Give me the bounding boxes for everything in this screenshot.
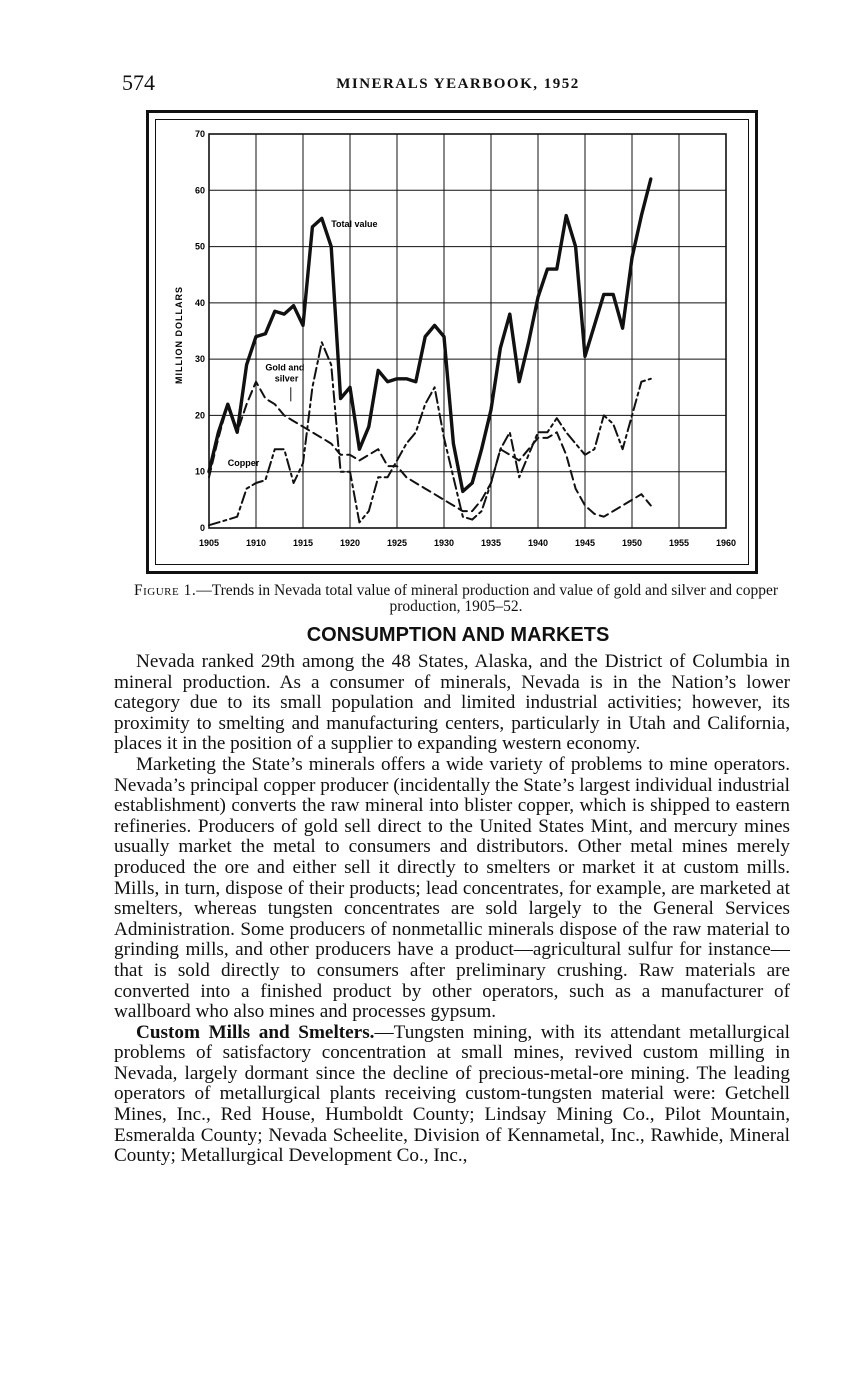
page-number: 574 bbox=[122, 70, 155, 95]
series-annotation: Total value bbox=[331, 218, 378, 229]
paragraph-2: Marketing the State’s minerals offers a wide variety of problems to mine operators. Nevada’s principal copper producer (incidentally the State’s largest individual industrial establishment) converts the raw mineral into blister copper, which is shipped to eastern refineries. Producers of gold sell direct to the United States Mint, and mercury mines usually market the metal to consumers and distributors. Other metal mines merely produced the ore and either sell it directly to smelters or market it at custom mills. Mills, in turn, dispose of their products; lead concentrates, for example, are marketed at smelters, whereas tungsten concentrates are sold largely to the General Services Administration. Some producers of nonmetallic minerals dispose of the raw material to grinding mills, and other producers have a product—agricultural sulfur for instance—that is sold directly to consumers after preliminary crushing. Raw materials are converted into a finished product by other operators, such as a manufacturer of wallboard who also mines and processes gypsum. bbox=[114, 753, 790, 1023]
x-tick-label: 1920 bbox=[339, 538, 361, 548]
y-tick-label: 20 bbox=[194, 410, 205, 421]
tick-layer bbox=[195, 129, 736, 548]
y-axis-label: MILLION DOLLARS bbox=[174, 286, 184, 384]
x-tick-label: 1950 bbox=[621, 538, 643, 548]
figure-frame bbox=[146, 110, 758, 574]
figure-caption bbox=[118, 583, 794, 615]
y-tick-label: 60 bbox=[194, 185, 205, 196]
y-tick-label: 30 bbox=[194, 354, 205, 365]
figure-caption-text: —Trends in Nevada total value of mineral production and value of gold and silver and copper production, 1905–52. bbox=[196, 582, 779, 615]
x-tick-label: 1955 bbox=[668, 538, 690, 548]
series-annotation: silver bbox=[274, 373, 299, 384]
line-chart bbox=[149, 113, 755, 571]
x-tick-label: 1960 bbox=[715, 538, 737, 548]
series-annotation: Copper bbox=[227, 458, 260, 469]
x-tick-label: 1945 bbox=[574, 538, 596, 548]
running-title: MINERALS YEARBOOK, 1952 bbox=[336, 76, 580, 92]
body-text bbox=[114, 652, 790, 1167]
x-tick-label: 1910 bbox=[245, 538, 267, 548]
series-annotation: Gold and bbox=[265, 362, 305, 373]
y-tick-label: 0 bbox=[199, 523, 205, 533]
section-heading: CONSUMPTION AND MARKETS bbox=[306, 624, 610, 646]
page-header bbox=[118, 70, 798, 100]
custom-mills-heading: Custom Mills and Smelters. bbox=[136, 1021, 375, 1043]
custom-mills-text: —Tungsten mining, with its attendant metallurgical problems of satisfactory concentration at small mines, revived custom milling in Nevada, largely dormant since the decline of precious-metal-ore mining. The leading operators of metallurgical plants receiving custom-tungsten material were: Getchell Mines, Inc., Red House, Humboldt County; Lindsay Mining Co., Pilot Mountain, Esmeralda County; Nevada Scheelite, Division of Kennametal, Inc., Rawhide, Mineral County; Metallurgical Development Co., Inc., bbox=[114, 1021, 791, 1167]
y-tick-label: 10 bbox=[194, 466, 205, 477]
x-tick-label: 1930 bbox=[433, 538, 455, 548]
x-tick-label: 1935 bbox=[480, 538, 502, 548]
y-tick-label: 70 bbox=[194, 129, 205, 139]
x-tick-label: 1940 bbox=[527, 538, 549, 548]
paragraph-1: Nevada ranked 29th among the 48 States, Alaska, and the District of Columbia in mineral production. As a consumer of minerals, Nevada is in the Nation’s lower category due to its small population and limited industrial activities; however, its proximity to smelting and manufacturing centers, particularly in Utah and California, places it in the position of a supplier to expanding western economy. bbox=[114, 651, 790, 755]
x-tick-label: 1905 bbox=[198, 538, 220, 548]
y-tick-label: 50 bbox=[194, 241, 205, 252]
y-tick-label: 40 bbox=[194, 297, 205, 308]
figure-caption-label: Figure 1. bbox=[133, 582, 197, 599]
x-tick-label: 1925 bbox=[386, 538, 408, 548]
paragraph-3 bbox=[114, 1023, 790, 1167]
x-tick-label: 1915 bbox=[292, 538, 314, 548]
